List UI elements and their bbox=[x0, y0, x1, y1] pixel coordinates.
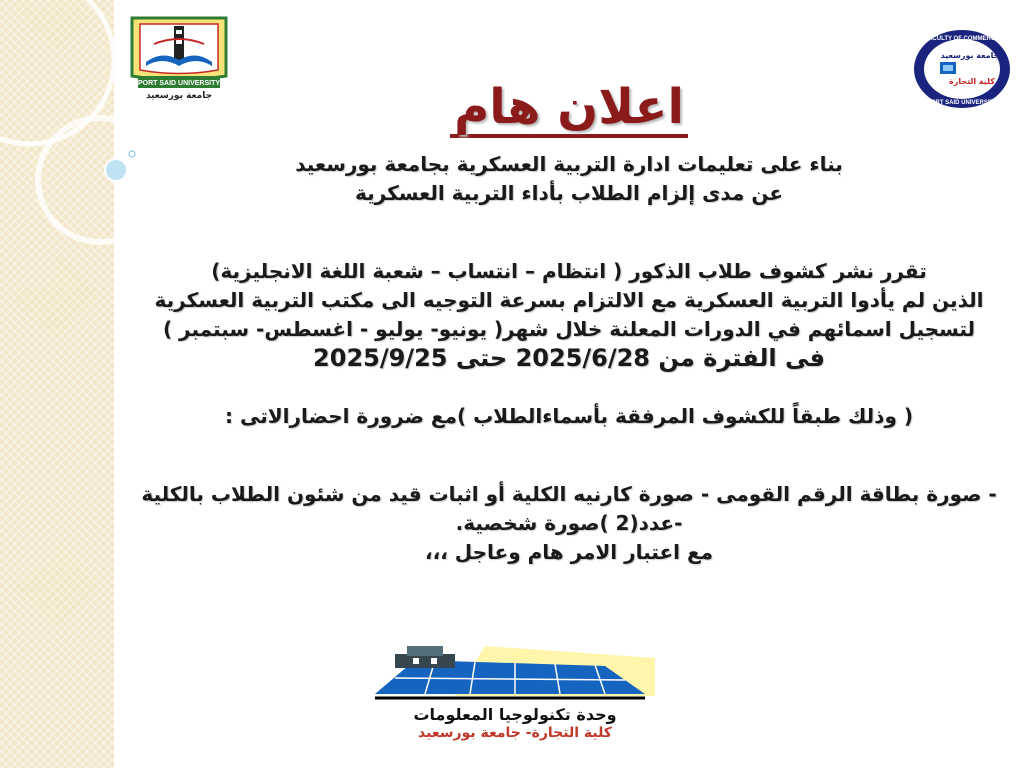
it-unit-name: وحدة تكنولوجيا المعلومات bbox=[413, 705, 617, 724]
closing-line: مع اعتبار الامر هام وعاجل ،،، bbox=[425, 540, 713, 564]
decision-line-3: لتسجيل اسمائهم في الدورات المعلنة خلال شهر( يونيو- يوليو - اغسطس- سبتمبر ) bbox=[162, 317, 976, 341]
logo-left-arabic: جامعة بورسعيد bbox=[145, 91, 213, 101]
period-line: فى الفترة من 2025/6/28 حتى 2025/9/25 bbox=[313, 344, 825, 372]
faculty-name: كلية التجارة- جامعة بورسعيد bbox=[418, 725, 612, 741]
requirement-documents: - صورة بطاقة الرقم القومى - صورة كارنيه الكلية أو اثبات قيد من شئون الطلاب بالكلية bbox=[141, 482, 997, 506]
logo-left-text: PORT SAID UNIVERSITY bbox=[137, 80, 221, 87]
logo-right-arabic-2: كلية التجارة bbox=[949, 77, 995, 86]
requirement-photos: -عدد(2 )صورة شخصية. bbox=[455, 511, 683, 535]
logo-right-arabic-1: جامعة بورسعيد bbox=[940, 51, 1000, 60]
intro-line-1: بناء على تعليمات ادارة التربية العسكرية بجامعة بورسعيد bbox=[295, 152, 843, 176]
decision-line-1: تقرر نشر كشوف طلاب الذكور ( انتظام – انتساب – شعبة اللغة الانجليزية) bbox=[211, 259, 927, 283]
intro-line-2: عن مدى إلزام الطلاب بأداء التربية العسكرية bbox=[354, 181, 783, 205]
announcement-title: اعلان هام bbox=[450, 82, 688, 138]
logo-right-bottom-text: PORT SAID UNIVERSITY bbox=[926, 100, 998, 106]
decision-line-2: الذين لم يأدوا التربية العسكرية مع الالتزام بسرعة التوجيه الى مكتب التربية العسكرية bbox=[154, 288, 984, 312]
it-unit-caption bbox=[355, 706, 675, 742]
requirements-intro: ( وذلك طبقاً للكشوف المرفقة بأسماءالطلاب )مع ضرورة احضارالاتى : bbox=[225, 404, 913, 428]
logo-right-top-text: FACULTY OF COMMERCE bbox=[924, 36, 1000, 42]
announcement-body bbox=[114, 150, 1024, 567]
